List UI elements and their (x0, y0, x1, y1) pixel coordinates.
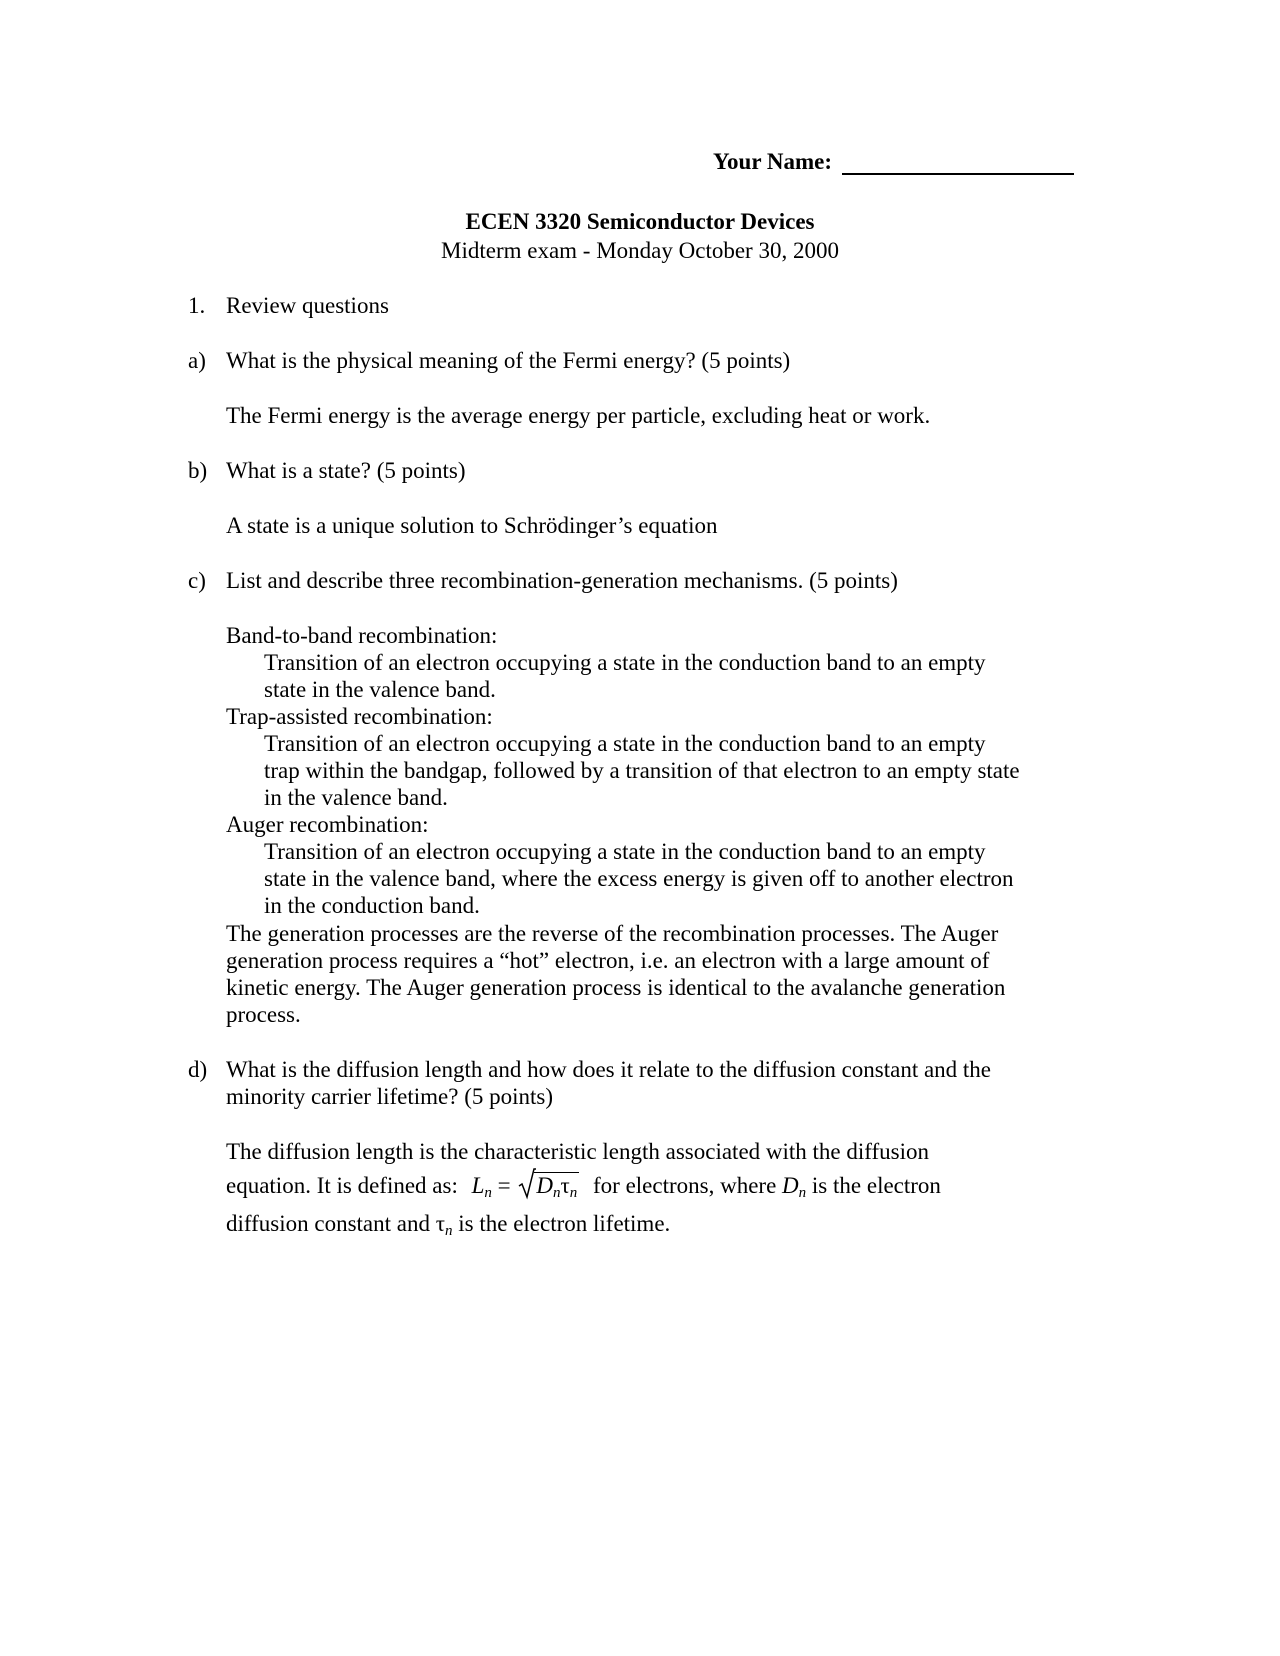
radical-sign-icon (518, 1168, 536, 1200)
mechanism-3-line-2: state in the valence band, where the excess energy is given off to another electron (264, 866, 1014, 891)
answer-d-line-2-suffix: is the electron (811, 1173, 941, 1198)
generation-line-4: process. (226, 1002, 301, 1027)
question-a-text: What is the physical meaning of the Fermi energy? (5 points) (226, 348, 791, 373)
eq-tau-subscript: n (569, 1185, 578, 1201)
eq-L-symbol: L (471, 1173, 485, 1198)
eq-D-subscript: n (553, 1185, 561, 1201)
question-d-line-2: minority carrier lifetime? (5 points) (226, 1084, 553, 1109)
question-a-label: a) (188, 348, 206, 373)
name-label: Your Name: (713, 149, 833, 174)
generation-line-1: The generation processes are the reverse of the recombination processes. The Auger (226, 921, 999, 946)
mechanism-3-line-1: Transition of an electron occupying a state in the conduction band to an empty (264, 839, 986, 864)
inline-D-subscript: n (798, 1185, 807, 1201)
mechanism-2-title: Trap-assisted recombination: (226, 704, 493, 729)
answer-d-line-2 (226, 1172, 941, 1199)
eq-L-subscript: n (484, 1185, 492, 1201)
diffusion-length-equation (471, 1173, 587, 1201)
mechanism-2-line-1: Transition of an electron occupying a state in the conduction band to an empty (264, 731, 986, 756)
name-blank-line (842, 173, 1074, 175)
question-d-label: d) (188, 1057, 208, 1082)
mechanism-2-line-3: in the valence band. (264, 785, 448, 810)
answer-d-line-3-prefix: diffusion constant and (226, 1211, 430, 1236)
inline-tau-symbol: τ (435, 1211, 445, 1236)
eq-tau-symbol: τ (560, 1173, 570, 1198)
answer-d-line-3-suffix: is the electron lifetime. (458, 1211, 671, 1236)
mechanism-3-line-3: in the conduction band. (264, 893, 480, 918)
question-c-text: List and describe three recombination-generation mechanisms. (5 points) (226, 568, 898, 593)
inline-D-symbol: D (782, 1173, 799, 1198)
mechanism-1-line-2: state in the valence band. (264, 677, 496, 702)
question-d-line-1: What is the diffusion length and how does it relate to the diffusion constant and the (226, 1057, 992, 1082)
mechanism-3-title: Auger recombination: (226, 812, 429, 837)
generation-line-2: generation process requires a “hot” electron, i.e. an electron with a large amount of (226, 948, 990, 973)
course-title: ECEN 3320 Semiconductor Devices (465, 209, 815, 234)
generation-line-3: kinetic energy. The Auger generation process is identical to the avalanche generation (226, 975, 1006, 1000)
answer-d-line-3 (226, 1210, 670, 1237)
answer-b-text: A state is a unique solution to Schrödinger’s equation (226, 513, 718, 538)
exam-subtitle: Midterm exam - Monday October 30, 2000 (441, 238, 839, 263)
answer-d-line-2-prefix: equation. It is defined as: (226, 1173, 458, 1198)
section-heading: Review questions (226, 293, 389, 318)
eq-equals: = (497, 1173, 511, 1198)
question-b-text: What is a state? (5 points) (226, 458, 466, 483)
question-c-label: c) (188, 568, 206, 593)
mechanism-1-line-1: Transition of an electron occupying a state in the conduction band to an empty (264, 650, 986, 675)
square-root (518, 1172, 579, 1199)
question-b-label: b) (188, 458, 208, 483)
eq-D-symbol: D (536, 1173, 554, 1198)
answer-d-line-1: The diffusion length is the characteristic length associated with the diffusion (226, 1139, 930, 1164)
inline-tau-subscript: n (445, 1223, 453, 1239)
mechanism-1-title: Band-to-band recombination: (226, 623, 498, 648)
mechanism-2-line-2: trap within the bandgap, followed by a transition of that electron to an empty state (264, 758, 1020, 783)
answer-a-text: The Fermi energy is the average energy per particle, excluding heat or work. (226, 403, 931, 428)
answer-d-line-2-mid: for electrons, where (593, 1173, 777, 1198)
section-number: 1. (188, 293, 206, 318)
